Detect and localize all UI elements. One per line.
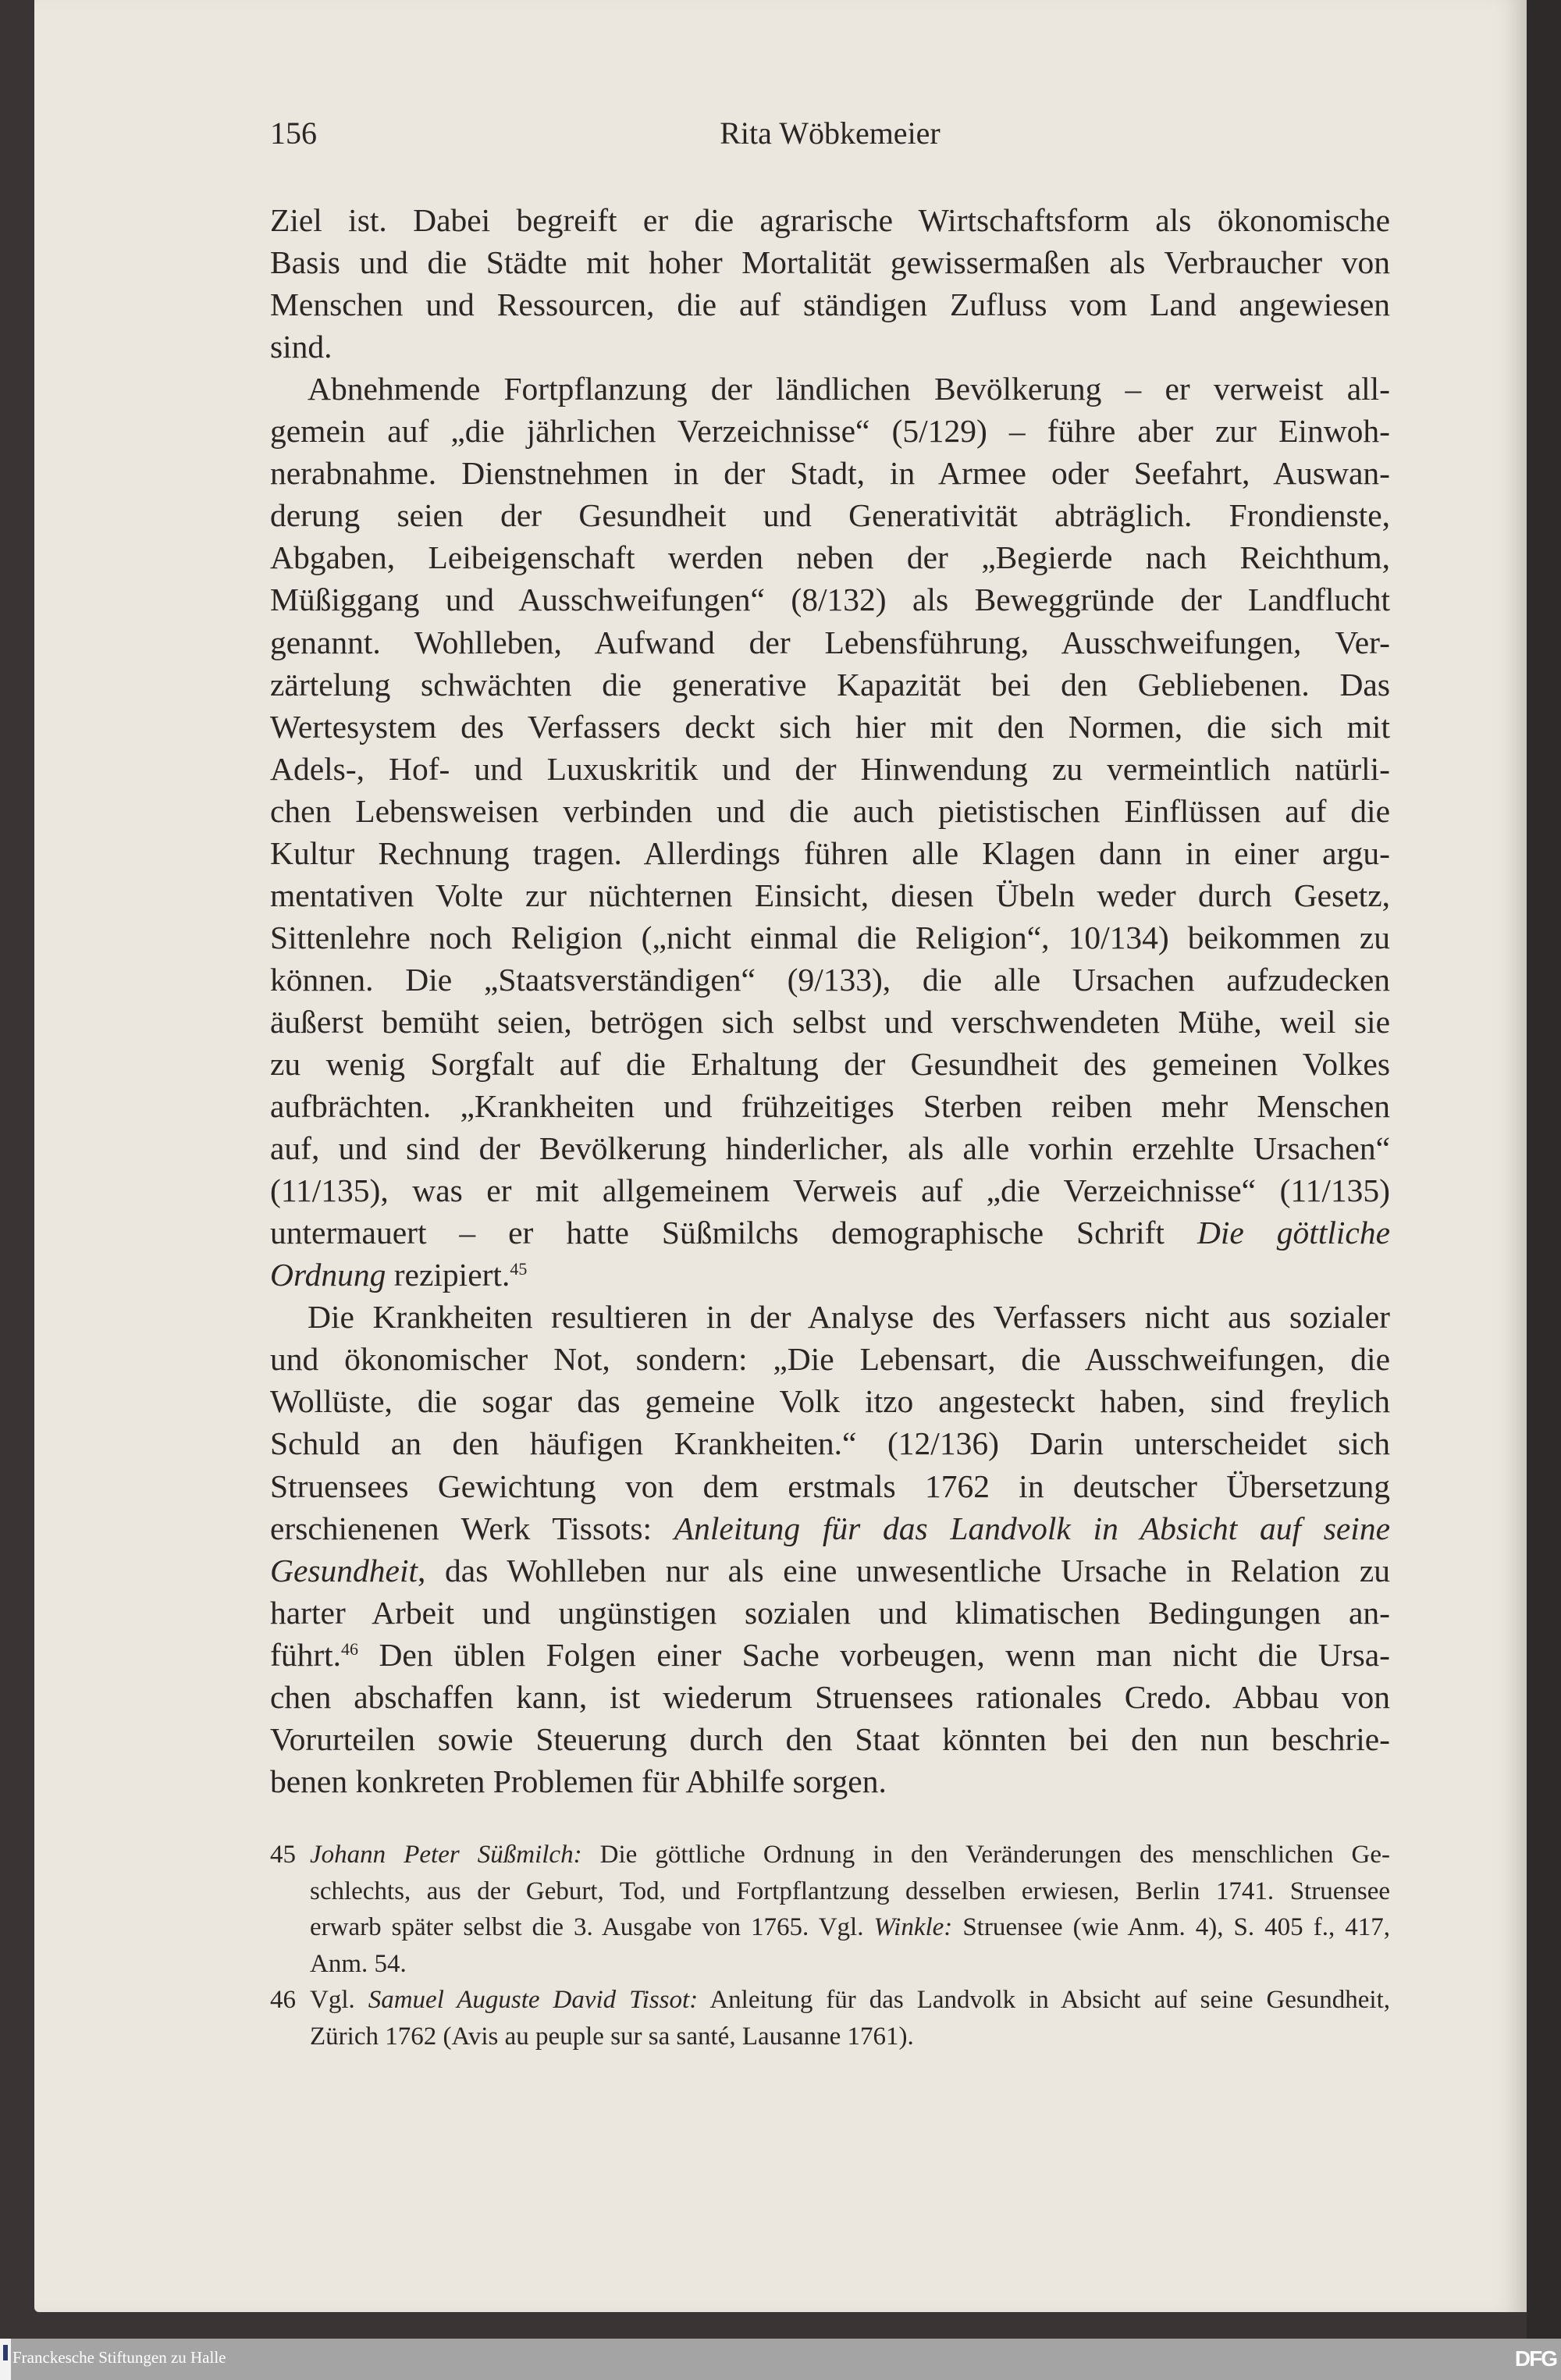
- text-run: Vorurteilen sowie Steuerung durch den Staat könnten bei den nun beschrie-: [270, 1720, 1390, 1757]
- text-run: Die göttliche Ordnung in den Veränderungen des menschlichen Ge-: [581, 1841, 1390, 1869]
- text-line: [270, 959, 1390, 1001]
- text-line: [270, 410, 1390, 452]
- text-run: führt.: [270, 1636, 342, 1673]
- text-line: [270, 1718, 1390, 1760]
- text-line: [270, 621, 1390, 663]
- text-line: [270, 1465, 1390, 1507]
- text-run: Struensee (wie Anm. 4), S. 405 f., 417,: [952, 1913, 1390, 1941]
- text-run: können. Die „Staatsverständigen“ (9/133), die alle Ursachen aufzudecken: [270, 961, 1390, 998]
- text-run: Die Krankheiten resultieren in der Analyse des Verfassers nicht aus sozialer: [308, 1299, 1390, 1336]
- text-line: [270, 1592, 1390, 1634]
- text-run: untermauert – er hatte Süßmilchs demographische Schrift: [270, 1215, 1197, 1251]
- page-edge: [1527, 0, 1561, 2339]
- italic-text: Johann Peter Süßmilch:: [310, 1841, 582, 1869]
- text-line: [270, 241, 1390, 283]
- text-line: [270, 1254, 1390, 1296]
- italic-text: Ordnung: [270, 1257, 386, 1293]
- text-run: sind.: [270, 329, 332, 365]
- text-run: genannt. Wohlleben, Aufwand der Lebensführung, Ausschweifungen, Ver-: [270, 624, 1390, 660]
- text-line: [270, 536, 1390, 578]
- text-run: Zürich 1762 (Avis au peuple sur sa santé, Lausanne 1761).: [310, 2022, 914, 2051]
- text-line: [270, 283, 1390, 326]
- text-run: Struensees Gewichtung von dem erstmals 1762 in deutscher Übersetzung: [270, 1467, 1390, 1504]
- text-run: aufbrächten. „Krankheiten und frühzeitiges Sterben reiben mehr Menschen: [270, 1088, 1390, 1125]
- text-line: [270, 494, 1390, 536]
- text-line: [270, 578, 1390, 621]
- text-run: Wollüste, die sogar das gemeine Volk itzo angesteckt haben, sind freylich: [270, 1383, 1390, 1420]
- text-line: [270, 790, 1390, 832]
- footnote-number: 46: [270, 1986, 296, 2014]
- text-run: auf, und sind der Bevölkerung hinderlicher, als alle vorhin erzehlte Ursachen“: [270, 1130, 1390, 1167]
- text-run: (11/135), was er mit allgemeinem Verweis auf „die Verzeichnisse“ (11/135): [270, 1172, 1390, 1209]
- text-line: [270, 1338, 1390, 1380]
- text-run: , das Wohlleben nur als eine unwesentliche Ursache in Relation zu: [418, 1552, 1390, 1588]
- footnote-line: [310, 1909, 1390, 1945]
- footnote-line: [310, 1837, 1390, 1873]
- text-line: [270, 1043, 1390, 1085]
- text-line: [270, 1507, 1390, 1549]
- text-run: Anleitung für das Landvolk in Absicht auf seine Gesundheit,: [698, 1986, 1391, 2014]
- italic-text: Samuel Auguste David Tissot:: [368, 1986, 699, 2014]
- text-run: Sittenlehre noch Religion („nicht einmal die Religion“, 10/134) beikommen zu: [270, 919, 1390, 955]
- text-run: Abgaben, Leibeigenschaft werden neben der „Begierde nach Reichthum,: [270, 539, 1390, 576]
- footer-bar: [0, 2339, 1561, 2380]
- text-run: rezipiert.: [386, 1257, 510, 1293]
- text-line: [270, 1760, 1390, 1802]
- text-line: [308, 1296, 1390, 1338]
- text-run: und ökonomischer Not, sondern: „Die Lebensart, die Ausschweifungen, die: [270, 1341, 1390, 1378]
- page-number: 156: [270, 116, 317, 151]
- text-line: [308, 368, 1390, 410]
- institution-name[interactable]: Franckesche Stiftungen zu Halle: [12, 2348, 226, 2367]
- text-line: [270, 1169, 1390, 1211]
- institution-logo-icon[interactable]: [0, 2339, 11, 2380]
- footnote-ref[interactable]: 45: [510, 1259, 528, 1279]
- text-run: Adels-, Hof- und Luxuskritik und der Hinwendung zu vermeintlich natürli-: [270, 750, 1390, 787]
- italic-text: Gesundheit: [270, 1552, 418, 1588]
- dfg-logo[interactable]: DFG: [1514, 2346, 1556, 2371]
- footnote-line: [310, 2019, 1390, 2054]
- text-run: harter Arbeit und ungünstigen sozialen und klimatischen Bedingungen an-: [270, 1594, 1390, 1631]
- footnote-line: [310, 1982, 1390, 2018]
- footnote-line: [310, 1873, 1390, 1909]
- italic-text: Winkle:: [873, 1913, 953, 1941]
- text-line: [270, 1001, 1390, 1043]
- footnote-line: [310, 1946, 1390, 1982]
- text-run: derung seien der Gesundheit und Generativität abträglich. Frondienste,: [270, 497, 1390, 534]
- text-run: Müßiggang und Ausschweifungen“ (8/132) als Beweggründe der Landflucht: [270, 582, 1390, 618]
- text-line: [270, 1676, 1390, 1718]
- text-line: [270, 916, 1390, 959]
- text-line: [270, 1549, 1390, 1592]
- text-run: schlechts, aus der Geburt, Tod, und Fortpflantzung desselben erwiesen, Berlin 1741. Struensee: [310, 1877, 1390, 1905]
- running-header-author: Rita Wöbkemeier: [720, 116, 941, 151]
- text-run: benen konkreten Problemen für Abhilfe sorgen.: [270, 1763, 887, 1799]
- text-line: [270, 1211, 1390, 1254]
- text-run: zärtelung schwächten die generative Kapazität bei den Gebliebenen. Das: [270, 666, 1390, 703]
- text-run: Den üblen Folgen einer Sache vorbeugen, wenn man nicht die Ursa-: [358, 1636, 1390, 1673]
- text-line: [270, 706, 1390, 748]
- text-run: zu wenig Sorgfalt auf die Erhaltung der Gesundheit des gemeinen Volkes: [270, 1046, 1390, 1082]
- text-run: Anm. 54.: [310, 1949, 407, 1978]
- italic-text: Die göttliche: [1197, 1215, 1390, 1251]
- text-line: [270, 199, 1390, 241]
- text-run: Wertesystem des Verfassers deckt sich hier mit den Normen, die sich mit: [270, 708, 1390, 745]
- footnote-ref[interactable]: 46: [341, 1638, 359, 1659]
- text-line: [270, 1380, 1390, 1422]
- text-run: nerabnahme. Dienstnehmen in der Stadt, in Armee oder Seefahrt, Auswan-: [270, 455, 1390, 492]
- text-line: [270, 1127, 1390, 1169]
- text-run: mentativen Volte zur nüchternen Einsicht, diesen Übeln weder durch Gesetz,: [270, 877, 1390, 913]
- text-line: [270, 748, 1390, 790]
- text-run: äußerst bemüht seien, betrögen sich selbst und verschwendeten Mühe, weil sie: [270, 1003, 1390, 1040]
- text-run: Basis und die Städte mit hoher Mortalität gewissermaßen als Verbraucher von: [270, 244, 1390, 281]
- footnote-number: 45: [270, 1841, 296, 1869]
- text-run: Abnehmende Fortpflanzung der ländlichen Bevölkerung – er verweist all-: [308, 371, 1390, 407]
- text-line: [270, 452, 1390, 494]
- text-run: Schuld an den häufigen Krankheiten.“ (12/136) Darin unterscheidet sich: [270, 1425, 1390, 1462]
- text-line: [270, 1085, 1390, 1127]
- text-run: erwarb später selbst die 3. Ausgabe von 1765. Vgl.: [310, 1913, 874, 1941]
- text-run: Vgl.: [310, 1986, 368, 2014]
- text-run: chen Lebensweisen verbinden und die auch pietistischen Einflüssen auf die: [270, 792, 1390, 829]
- text-run: gemein auf „die jährlichen Verzeichnisse“ (5/129) – führe aber zur Einwoh-: [270, 413, 1390, 450]
- text-line: [270, 832, 1390, 874]
- italic-text: Anleitung für das Landvolk in Absicht auf seine: [674, 1510, 1391, 1546]
- text-line: [270, 663, 1390, 706]
- text-line: [270, 1422, 1390, 1464]
- text-line: [270, 326, 1390, 368]
- text-run: Menschen und Ressourcen, die auf ständigen Zufluss vom Land angewiesen: [270, 286, 1390, 323]
- text-run: Kultur Rechnung tragen. Allerdings führen alle Klagen dann in einer argu-: [270, 834, 1390, 871]
- text-run: chen abschaffen kann, ist wiederum Struensees rationales Credo. Abbau von: [270, 1678, 1390, 1715]
- text-run: Ziel ist. Dabei begreift er die agrarische Wirtschaftsform als ökonomische: [270, 202, 1390, 238]
- text-line: [270, 874, 1390, 916]
- text-run: erschienenen Werk Tissots:: [270, 1510, 674, 1546]
- text-line: [270, 1634, 1390, 1676]
